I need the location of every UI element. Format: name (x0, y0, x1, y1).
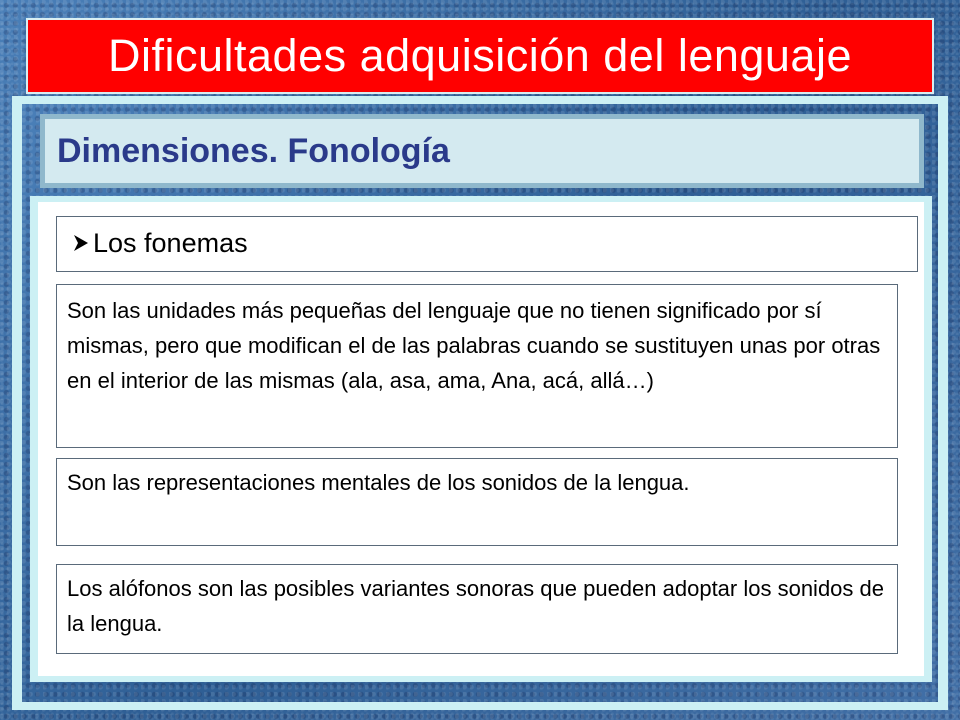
slide-title: Dificultades adquisición del lenguaje (108, 30, 852, 81)
title-bar (26, 18, 934, 94)
allophones-box (56, 564, 898, 654)
definition-box (56, 284, 898, 448)
section-heading: Los fonemas (93, 228, 248, 259)
allophones-text: Los alófonos son las posibles variantes sonoras que pueden adoptar los sonidos de la lengua. (67, 576, 884, 637)
arrowhead-bullet-icon (73, 222, 89, 265)
definition-text: Son las unidades más pequeñas del lenguaje que no tienen significado por sí mismas, pero que modifican el de las palabras cuando se sustituyen unas por otras en el interior de las mismas (ala, asa, ama, Ana, acá, allá…) (67, 298, 881, 394)
subtitle-inner (45, 119, 919, 183)
mental-representation-box (56, 458, 898, 546)
slide-subtitle: Dimensiones. Fonología (57, 131, 450, 170)
subtitle-bar (40, 114, 924, 188)
mental-representation-text: Son las representaciones mentales de los sonidos de la lengua. (67, 470, 690, 495)
heading-box (56, 216, 918, 272)
